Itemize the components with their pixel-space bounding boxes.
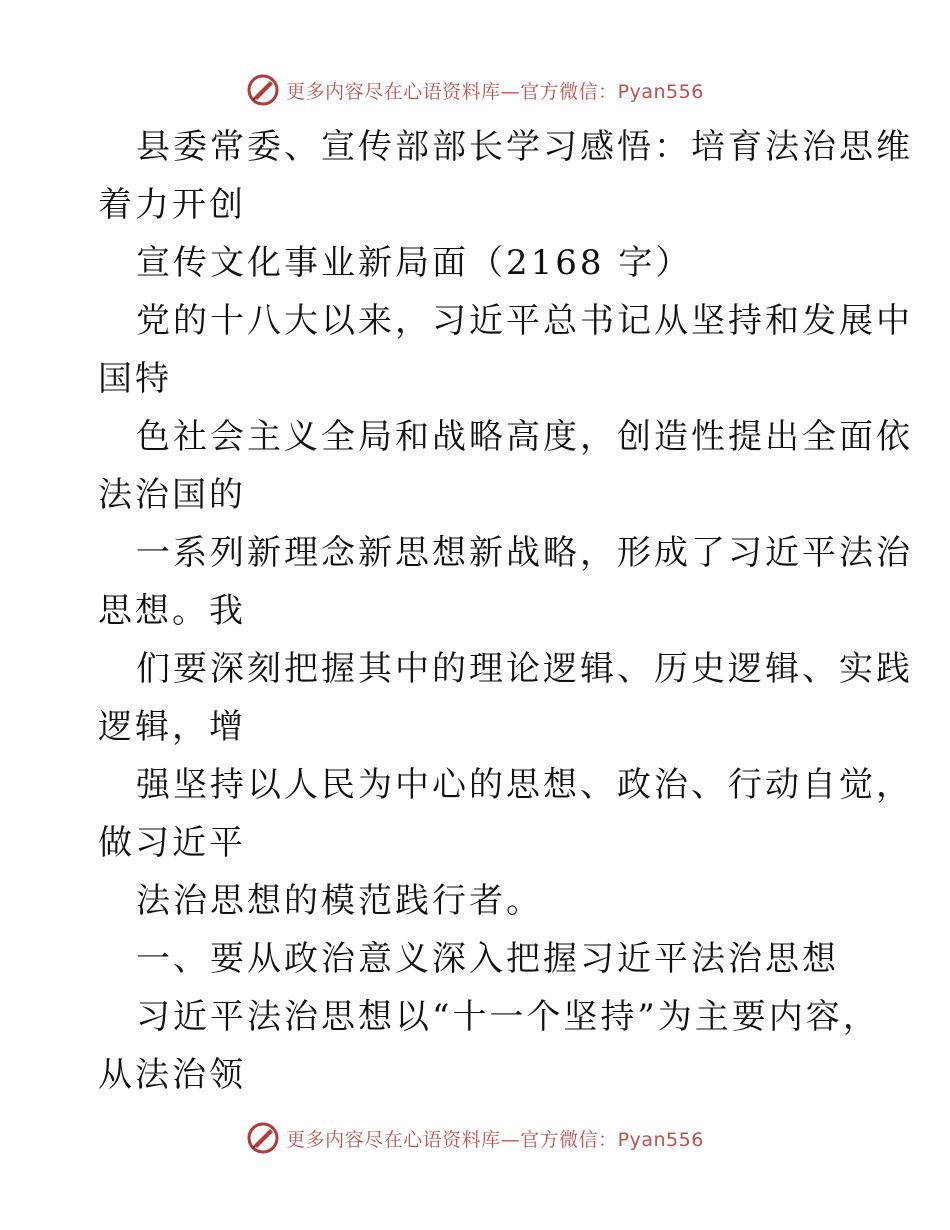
header-banner-text: 更多内容尽在心语资料库—官方微信：Pyan556 [286,80,704,103]
text-line: 从法治领 [98,1055,246,1095]
text-line: 逻辑，增 [98,707,246,747]
text-line: 强坚持以人民为中心的思想、政治、行动自觉， [136,765,913,805]
pen-logo-icon [246,73,280,107]
pen-logo-icon [246,1121,280,1155]
header-banner [0,70,950,110]
text-line: 一、要从政治意义深入把握习近平法治思想 [136,939,839,979]
text-line: 党的十八大以来，习近平总书记从坚持和发展中 [136,301,913,341]
text-line: 法治思想的模范践行者。 [136,881,543,921]
text-line: 国特 [98,359,172,399]
text-line: 做习近平 [98,823,246,863]
text-line: 宣传文化事业新局面（2168 字） [136,243,693,283]
text-line: 思想。我 [98,591,246,631]
text-line: 色社会主义全局和战略高度，创造性提出全面依 [136,417,913,457]
text-line: 着力开创 [98,185,246,225]
text-line: 县委常委、宣传部部长学习感悟：培育法治思维 [136,127,913,167]
text-line: 们要深刻把握其中的理论逻辑、历史逻辑、实践 [136,649,913,689]
document-body [98,118,913,1104]
footer-banner-text: 更多内容尽在心语资料库—官方微信：Pyan556 [286,1128,704,1151]
text-line: 习近平法治思想以“十一个坚持”为主要内容， [136,997,880,1037]
text-line: 一系列新理念新思想新战略，形成了习近平法治 [136,533,913,573]
footer-banner [0,1118,950,1158]
text-line: 法治国的 [98,475,246,515]
